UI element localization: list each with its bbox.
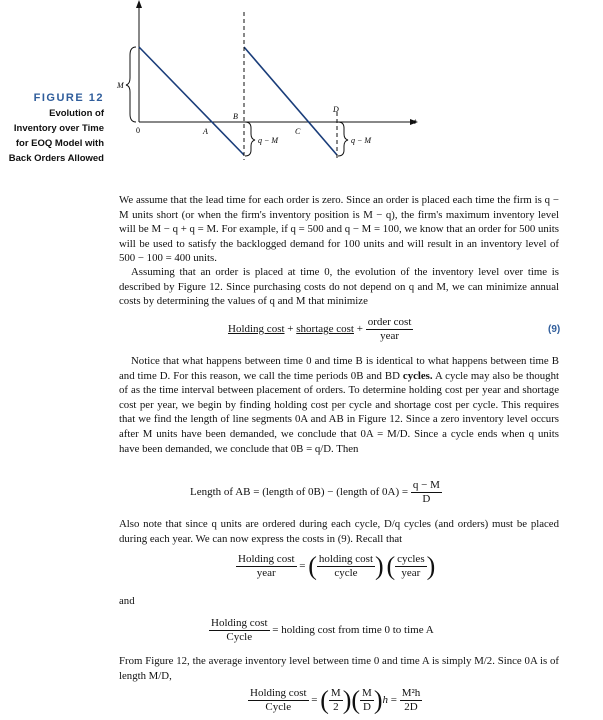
eq-final-a-den: 2 xyxy=(333,701,339,713)
eq9-plus-1: + xyxy=(287,323,294,336)
zero-label: 0 xyxy=(136,126,140,135)
inventory-line-1 xyxy=(139,47,244,155)
eq9-order-frac xyxy=(366,316,414,343)
p3-text-b: A cycle may also be thought of as the time interval between placement of orders. To determine holding cost per year and shortage cost per year, we begin by finding holding cost per cycle and shortage cost per cycle. This requires that we find the length of line segments 0A and AB in Figure 12. Since a zero inventory level occurs after M units have been demanded, we conclude that 0A = M/D. Since a cycle ends when q units have been demanded, we conclude that 0B = q/D. Then xyxy=(119,369,559,455)
paragraph-1: We assume that the lead time for each order is zero. Since an order is placed each time the firm is q − M units short (or when the firm's inventory position is M − q), the firm's maximum inventory level will be M − q + q = M. For example, if q = 500 and q − M = 100, we know that an order for 500 units will be used to satisfy the backlogged demand for 100 units and will result in an inventory level of 500 − 100 = 400 units. xyxy=(119,194,559,265)
eq-hc-lhs-den: year xyxy=(256,567,276,579)
p3-text-a: Notice that what happens between time 0 and time B is identical to what happens between time B and time D. For this reason, we call the time periods 0B and BD xyxy=(119,355,559,382)
eq-final-lhs xyxy=(248,687,309,714)
eq-final-equals-2: = xyxy=(390,694,397,707)
eq-final-b-num: M xyxy=(362,687,372,699)
eq-hc-lhs xyxy=(236,553,297,580)
eq-hc-f1-den: cycle xyxy=(334,567,358,579)
eq-final-den: Cycle xyxy=(265,701,292,713)
equation-final: $\frac{\text{Holding cost}}{\text{Cycle}}$ = ( $\frac{M}{2}$ )( $\frac{M}{D}$ )h = $\frac{\text{M²h}}{2D}$ xyxy=(250,685,421,715)
point-d: D xyxy=(333,105,339,114)
eq-hc-f1-num: holding cost xyxy=(318,553,374,565)
eq-final-num: Holding cost xyxy=(250,687,307,699)
y-axis-arrow xyxy=(136,0,142,8)
eq-hc-lhs-num: Holding cost xyxy=(238,553,295,565)
paragraph-3 xyxy=(119,354,559,456)
eq-cycle-rhs: = holding cost from time 0 to time A xyxy=(272,624,434,637)
eq-final-h: h xyxy=(382,694,388,707)
eq-cycle-frac xyxy=(209,617,270,644)
eq-final-b-den: D xyxy=(362,701,371,713)
figure-title: Evolution of Inventory over Time for EOQ Model with Back Orders Allowed xyxy=(8,108,104,164)
eq-hc-f2 xyxy=(395,553,426,580)
eq-cycle-den: Cycle xyxy=(226,631,253,643)
figure-caption xyxy=(8,91,104,166)
brace-label-1: q − M xyxy=(258,136,279,145)
eq-final-a xyxy=(329,687,343,714)
paragraph-4: Also note that since q units are ordered during each cycle, D/q cycles (and orders) must be placed during each year. We can now express the costs in (9). Recall that xyxy=(119,518,559,545)
eq-final-a-num: M xyxy=(330,687,341,699)
eq9-order: order cost xyxy=(367,316,412,328)
equation-number-9: (9) xyxy=(548,324,561,335)
eq-ab-den: D xyxy=(422,493,431,505)
eq9-shortage: shortage cost xyxy=(296,323,354,336)
point-b: B xyxy=(233,112,238,121)
eq-final-r-den: 2D xyxy=(404,701,418,713)
m-label: M xyxy=(117,81,124,90)
eq-hc-equals: = xyxy=(299,560,306,573)
eq-final-equals-1: = xyxy=(311,694,318,707)
eq9-year: year xyxy=(380,330,400,342)
equation-ab xyxy=(190,479,442,506)
paragraph-2: Assuming that an order is placed at time 0, the evolution of the inventory level over time is described by Figure 12. Since purchasing costs do not depend on q and M, we can minimize annual costs by determining the values of q and M that minimize xyxy=(119,266,559,308)
eq-final-r-num: M²h xyxy=(401,687,421,699)
qm-brace-2 xyxy=(338,122,348,156)
p3-cycles: cycles. xyxy=(402,369,433,382)
paragraph-5: From Figure 12, the average inventory level between time 0 and time A is simply M/2. Since 0A is of length M/D, xyxy=(119,655,559,682)
m-brace xyxy=(126,47,136,122)
equation-holding-year: $\frac{\text{Holding cost}}{\text{year}}$ = ( $\frac{\text{holding cost}}{\text{cycle}}$ ) ( $\frac{\text{cycles}}{\text{year}}$ ) xyxy=(238,551,436,581)
eq-ab-num: q − M xyxy=(412,479,440,491)
point-a: A xyxy=(203,127,208,136)
eq-final-r xyxy=(400,687,423,714)
eq9-plus-2: + xyxy=(356,323,363,336)
point-c: C xyxy=(295,127,301,136)
eq-hc-f2-den: year xyxy=(401,567,421,579)
eq9-holding: Holding cost xyxy=(228,323,285,336)
and-word: and xyxy=(119,595,135,607)
figure-label: FIGURE 12 xyxy=(33,92,104,104)
eq-final-b xyxy=(360,687,374,714)
eq-ab-lhs: Length of AB = (length of 0B) − (length of 0A) = xyxy=(190,486,409,499)
t-label: t xyxy=(414,117,417,126)
eq-ab-frac xyxy=(411,479,442,506)
equation-holding-cycle xyxy=(209,617,434,644)
eq-hc-f2-num: cycles xyxy=(397,553,425,565)
eq-hc-f1 xyxy=(317,553,375,580)
equation-9 xyxy=(228,316,413,343)
brace-label-2: q − M xyxy=(351,136,372,145)
eq-cycle-num: Holding cost xyxy=(211,617,268,629)
qm-brace-1 xyxy=(245,122,255,156)
